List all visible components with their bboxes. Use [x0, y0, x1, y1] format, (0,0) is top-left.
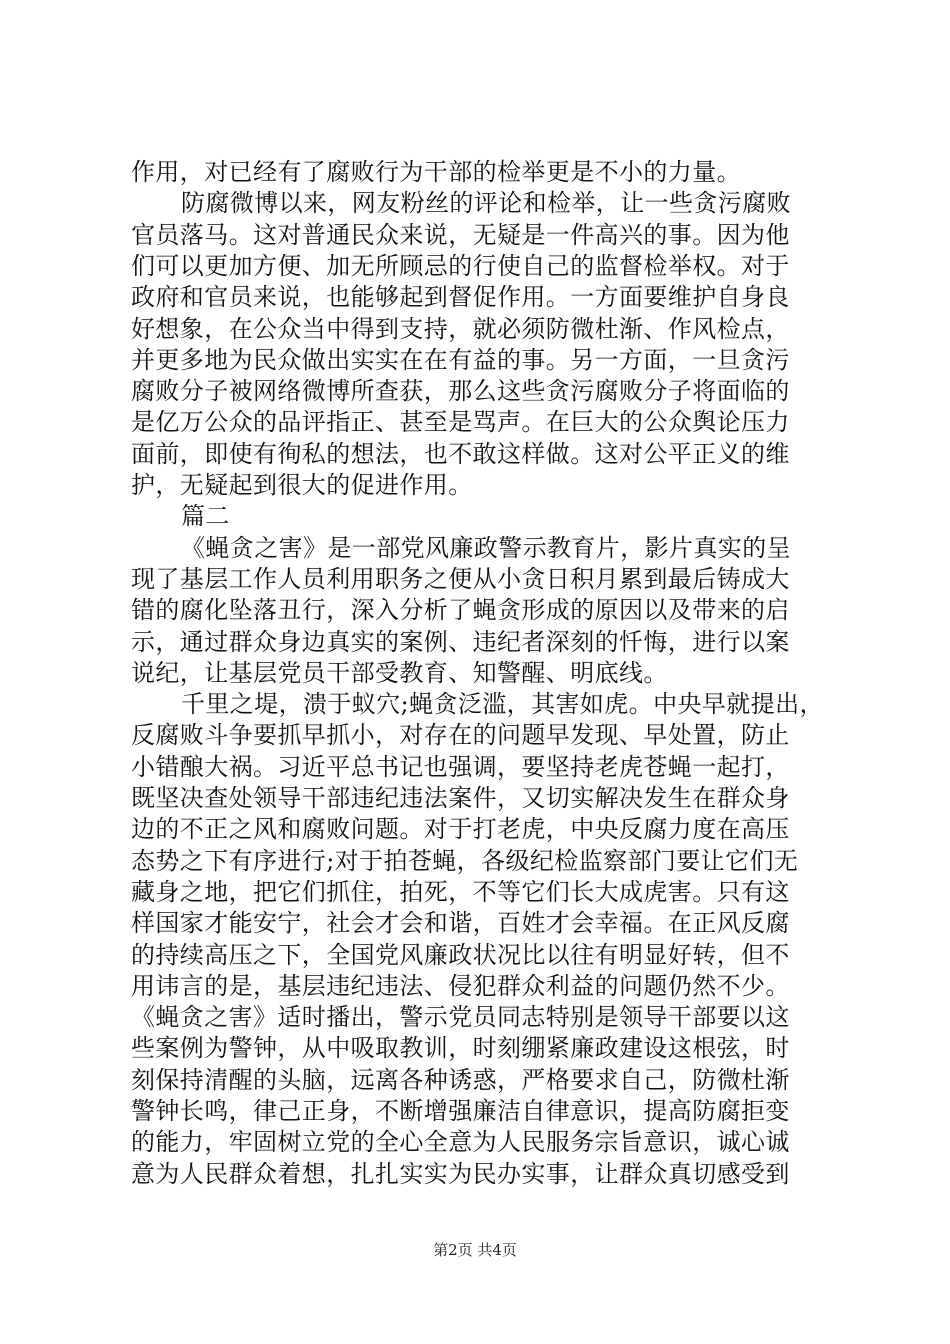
text-line: 样国家才能安宁，社会才会和谐，百姓才会幸福。在正风反腐	[131, 909, 790, 938]
text-line: 官员落马。这对普通民众来说，无疑是一件高兴的事。因为他	[131, 220, 790, 249]
text-line: 并更多地为民众做出实实在在有益的事。另一方面，一旦贪污	[131, 345, 790, 374]
text-line: 护，无疑起到很大的促进作用。	[131, 471, 473, 499]
text-line: 作用，对已经有了腐败行为干部的检举更是不小的力量。	[131, 158, 741, 186]
text-line: 现了基层工作人员利用职务之便从小贪日积月累到最后铸成大	[131, 564, 790, 593]
text-line: 刻保持清醒的头脑，远离各种诱惑，严格要求自己，防微杜渐	[131, 1065, 790, 1094]
section-heading: 篇二	[181, 502, 230, 531]
text-line: 千里之堤，溃于蚁穴;蝇贪泛滥，其害如虎。中央早就提出，	[181, 690, 824, 719]
text-line: 错的腐化坠落丑行，深入分析了蝇贪形成的原因以及带来的启	[131, 596, 790, 625]
text-line: 说纪，让基层党员干部受教育、知警醒、明底线。	[131, 658, 668, 687]
text-line: 《蝇贪之害》适时播出，警示党员同志特别是领导干部要以这	[131, 1003, 790, 1032]
text-line: 面前，即使有徇私的想法，也不敢这样做。这对公平正义的维	[131, 439, 790, 468]
text-line: 意为人民群众着想，扎扎实实为民办实事，让群众真切感受到	[131, 1159, 790, 1188]
text-line: 防腐微博以来，网友粉丝的评论和检举，让一些贪污腐败	[181, 189, 791, 218]
text-line: 既坚决查处领导干部违纪违法案件，又切实解决发生在群众身	[131, 784, 790, 812]
text-line: 的能力，牢固树立党的全心全意为人民服务宗旨意识，诚心诚	[131, 1128, 790, 1157]
text-line: 政府和官员来说，也能够起到督促作用。一方面要维护自身良	[131, 283, 790, 312]
text-line: 反腐败斗争要抓早抓小，对存在的问题早发现、早处置，防止	[131, 721, 790, 750]
text-line: 的持续高压之下，全国党风廉政状况比以往有明显好转，但不	[131, 940, 790, 969]
text-line: 些案例为警钟，从中吸取教训，时刻绷紧廉政建设这根弦，时	[131, 1034, 790, 1063]
text-line: 腐败分子被网络微博所查获，那么这些贪污腐败分子将面临的	[131, 377, 790, 406]
text-line: 用讳言的是，基层违纪违法、侵犯群众利益的问题仍然不少。	[131, 971, 790, 1000]
text-line: 示，通过群众身边真实的案例、违纪者深刻的忏悔，进行以案	[131, 627, 790, 656]
text-line: 们可以更加方便、加无所顾忌的行使自己的监督检举权。对于	[131, 251, 790, 280]
text-line: 是亿万公众的品评指正、甚至是骂声。在巨大的公众舆论压力	[131, 408, 790, 437]
page-number-footer: 第2页 共4页	[433, 1241, 517, 1259]
text-line: 边的不正之风和腐败问题。对于打老虎，中央反腐力度在高压	[131, 815, 790, 844]
text-line: 警钟长鸣，律己正身，不断增强廉洁自律意识，提高防腐拒变	[131, 1097, 790, 1125]
text-line: 藏身之地，把它们抓住，拍死，不等它们长大成虎害。只有这	[131, 877, 790, 906]
text-line: 小错酿大祸。习近平总书记也强调，要坚持老虎苍蝇一起打，	[131, 752, 790, 781]
text-line: 态势之下有序进行;对于拍苍蝇，各级纪检监察部门要让它们无	[131, 846, 799, 875]
text-line: 好想象，在公众当中得到支持，就必须防微杜渐、作风检点，	[131, 314, 790, 343]
text-line: 《蝇贪之害》是一部党风廉政警示教育片，影片真实的呈	[181, 533, 791, 562]
